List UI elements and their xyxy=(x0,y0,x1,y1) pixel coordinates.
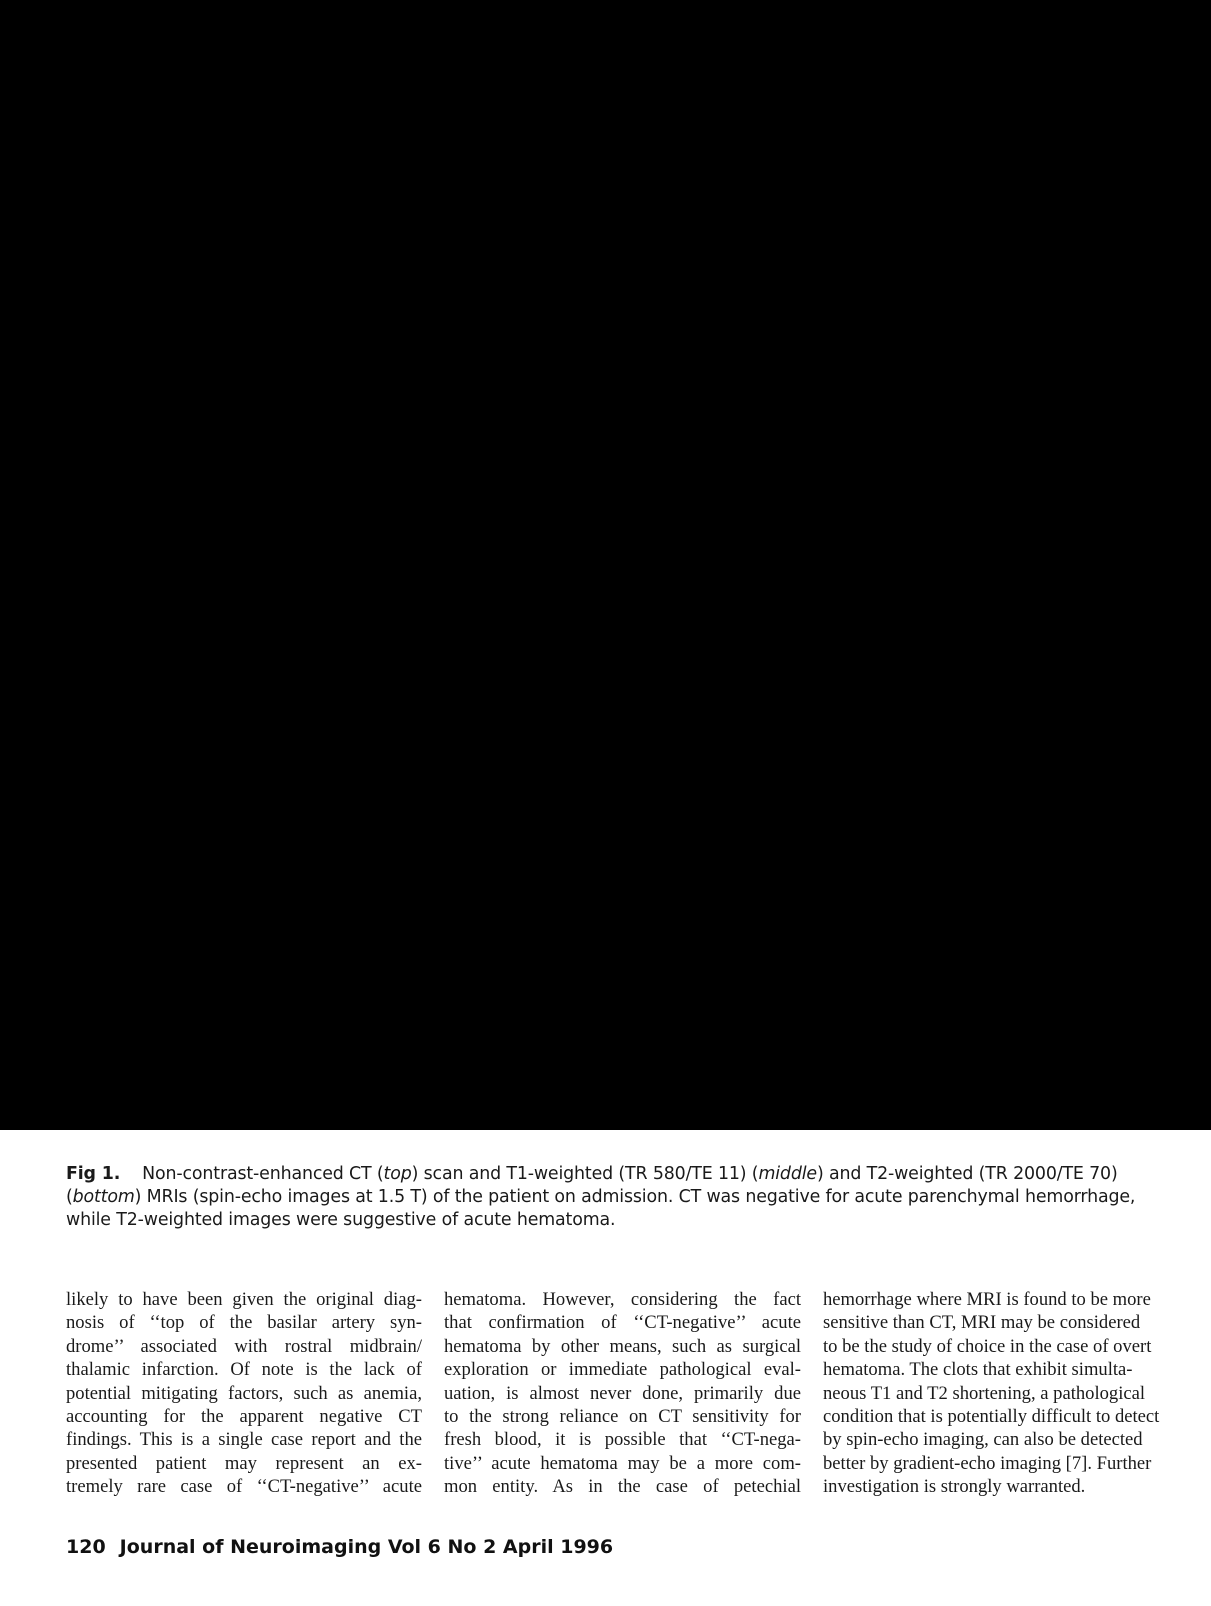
text-line: to the strong reliance on CT sensitivity for xyxy=(444,1406,801,1428)
caption-italic-bottom: bottom xyxy=(72,1187,135,1207)
text-line: presented patient may represent an ex- xyxy=(66,1452,422,1474)
caption-text: ) and T2-weighted (TR 2000/TE 70) ( xyxy=(66,1164,1118,1207)
text-line: likely to have been given the original diag- xyxy=(66,1289,422,1310)
caption-italic-top: top xyxy=(383,1164,412,1184)
page-footer xyxy=(66,1536,613,1558)
text-line: hematoma. However, considering the fact xyxy=(444,1289,801,1310)
figure-label: Fig 1. xyxy=(66,1164,121,1184)
text-line: drome’’ associated with rostral midbrain/ xyxy=(66,1335,422,1357)
figure-caption xyxy=(66,1163,1176,1232)
text-line: hematoma. The clots that exhibit simulta- xyxy=(823,1359,1133,1381)
body-text xyxy=(66,1288,1176,1508)
caption-text: ) MRIs (spin-echo images at 1.5 T) of the patient on admission. CT was negative for acute parenchymal hemorrhage, while T2-weighted images were suggestive of acute hematoma. xyxy=(66,1187,1136,1230)
text-line: tremely rare case of ‘‘CT-negative’’ acute xyxy=(66,1476,422,1498)
text-line: potential mitigating factors, such as anemia, xyxy=(66,1382,422,1404)
text-line: investigation is strongly warranted. xyxy=(823,1476,1086,1498)
text-column-2 xyxy=(444,1288,801,1499)
text-line: by spin-echo imaging, can also be detected xyxy=(823,1429,1143,1451)
text-line: to be the study of choice in the case of overt xyxy=(823,1335,1152,1357)
text-line: hematoma by other means, such as surgical xyxy=(444,1335,801,1357)
text-line: mon entity. As in the case of petechial xyxy=(444,1476,801,1498)
text-line: accounting for the apparent negative CT xyxy=(66,1406,422,1428)
text-line: thalamic infarction. Of note is the lack of xyxy=(66,1359,422,1381)
caption-text: Non-contrast-enhanced CT ( xyxy=(142,1164,384,1184)
text-line: exploration or immediate pathological eval- xyxy=(444,1359,801,1381)
text-line: fresh blood, it is possible that ‘‘CT-nega- xyxy=(444,1429,801,1451)
caption-italic-middle: middle xyxy=(758,1164,817,1184)
page-number: 120 xyxy=(66,1536,106,1558)
text-column-1 xyxy=(66,1288,422,1499)
text-line: that confirmation of ‘‘CT-negative’’ acute xyxy=(444,1312,801,1334)
text-line: nosis of ‘‘top of the basilar artery syn- xyxy=(66,1312,422,1334)
text-line: sensitive than CT, MRI may be considered xyxy=(823,1312,1141,1334)
caption-text: ) scan and T1-weighted (TR 580/TE 11) ( xyxy=(411,1164,759,1184)
text-line: neous T1 and T2 shortening, a pathological xyxy=(823,1382,1146,1404)
text-column-3 xyxy=(823,1288,1179,1499)
text-line: condition that is potentially difficult to detect xyxy=(823,1406,1160,1428)
text-line: uation, is almost never done, primarily due xyxy=(444,1382,801,1404)
text-line: findings. This is a single case report and the xyxy=(66,1429,422,1451)
text-line: tive’’ acute hematoma may be a more com- xyxy=(444,1452,801,1474)
text-line: hemorrhage where MRI is found to be more xyxy=(823,1289,1151,1310)
text-line: better by gradient-echo imaging [7]. Further xyxy=(823,1452,1152,1474)
journal-citation: Journal of Neuroimaging Vol 6 No 2 April 1996 xyxy=(119,1536,614,1558)
